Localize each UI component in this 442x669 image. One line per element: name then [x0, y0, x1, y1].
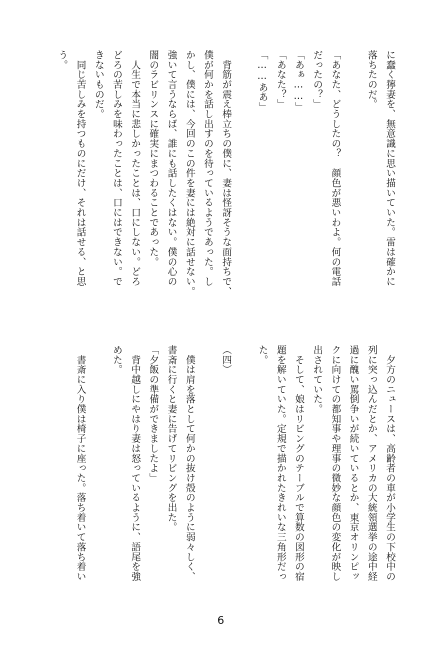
text-line: [198, 345, 216, 607]
lower-text-block: [70, 345, 398, 607]
text-line: 同じ苦しみを持つものにだけ、それは話せる、と思: [74, 50, 86, 287]
text-line: 「夕飯の準備ができましたよ」: [147, 345, 159, 483]
page-number: 6: [217, 614, 225, 627]
text-line: 過に醜い罵倒争いが続いているとか、東京オリンピッ: [347, 345, 359, 582]
text-line: きないものだ。: [92, 50, 104, 119]
text-line: [234, 50, 252, 310]
text-line: 「あぁ……」: [292, 50, 304, 112]
text-line: う。: [56, 50, 68, 70]
text-line: 列に突っ込んだとか、アメリカの大統領選挙の途中経: [365, 345, 377, 582]
text-line: 出されていた。: [311, 345, 323, 414]
text-line: そして、娘はリビングのテーブルで算数の図形の宿: [292, 345, 304, 582]
text-line: た。: [256, 345, 268, 365]
text-line: [343, 50, 361, 310]
text-line: [89, 345, 107, 607]
text-line: 題を解いていた。定規で描かれたきれいな三角形だっ: [274, 345, 286, 582]
text-line: 僕が何かを話し出すのを待っているようであった。し: [201, 50, 213, 287]
text-line: だったの？」: [311, 50, 323, 110]
text-line: 夕方のニュースは、高齢者の車が小学生の下校中の: [384, 345, 395, 582]
text-line: （四）: [220, 345, 232, 375]
text-line: 書斎に行くと妻に告げてリビングを出た。: [165, 345, 177, 533]
text-line: 強いて言うならば、誰にも話したくはない。僕の心の: [165, 50, 177, 287]
text-line: 「あなた？」: [274, 50, 286, 110]
text-line: どろの苦しみを味わったことは、口にはできない。で: [110, 50, 122, 287]
upper-text-block: [52, 50, 398, 310]
text-line: 闇のラビリンスに確実にまつわることであった。: [147, 50, 159, 267]
text-line: めた。: [110, 345, 122, 375]
text-line: [234, 345, 252, 607]
text-line: 僕は肩を落として何かの抜け殻のように弱々しく、: [183, 345, 195, 582]
text-line: かし、僕には、今回のこの件を妻には絶対に話せない。: [183, 50, 195, 297]
text-line: 「……ああ」: [256, 50, 268, 112]
text-line: 書斎に入り僕は椅子に座った。落ち着いて落ち着い: [74, 345, 86, 582]
text-line: クに向けての都知事や理事の微妙な顔色の変化が映し: [329, 345, 341, 582]
text-line: 落ちたのだ。: [365, 50, 377, 110]
text-line: に蠢く獰妻を、無意識に思い描いていた。雷は確かに: [384, 50, 395, 287]
text-line: 「あなた、どうしたの？ 顔色が悪いわよ。何の電話: [329, 50, 341, 287]
text-line: 背中越しにやはり妻は怒っているように、語尾を強: [129, 345, 141, 582]
text-line: 背筋が震え棒立ちの僕に、妻は怪訝そうな面持ちで、: [220, 50, 232, 297]
text-line: 人生で本当に悲しかったことは、口にしない。どろ: [129, 50, 141, 287]
